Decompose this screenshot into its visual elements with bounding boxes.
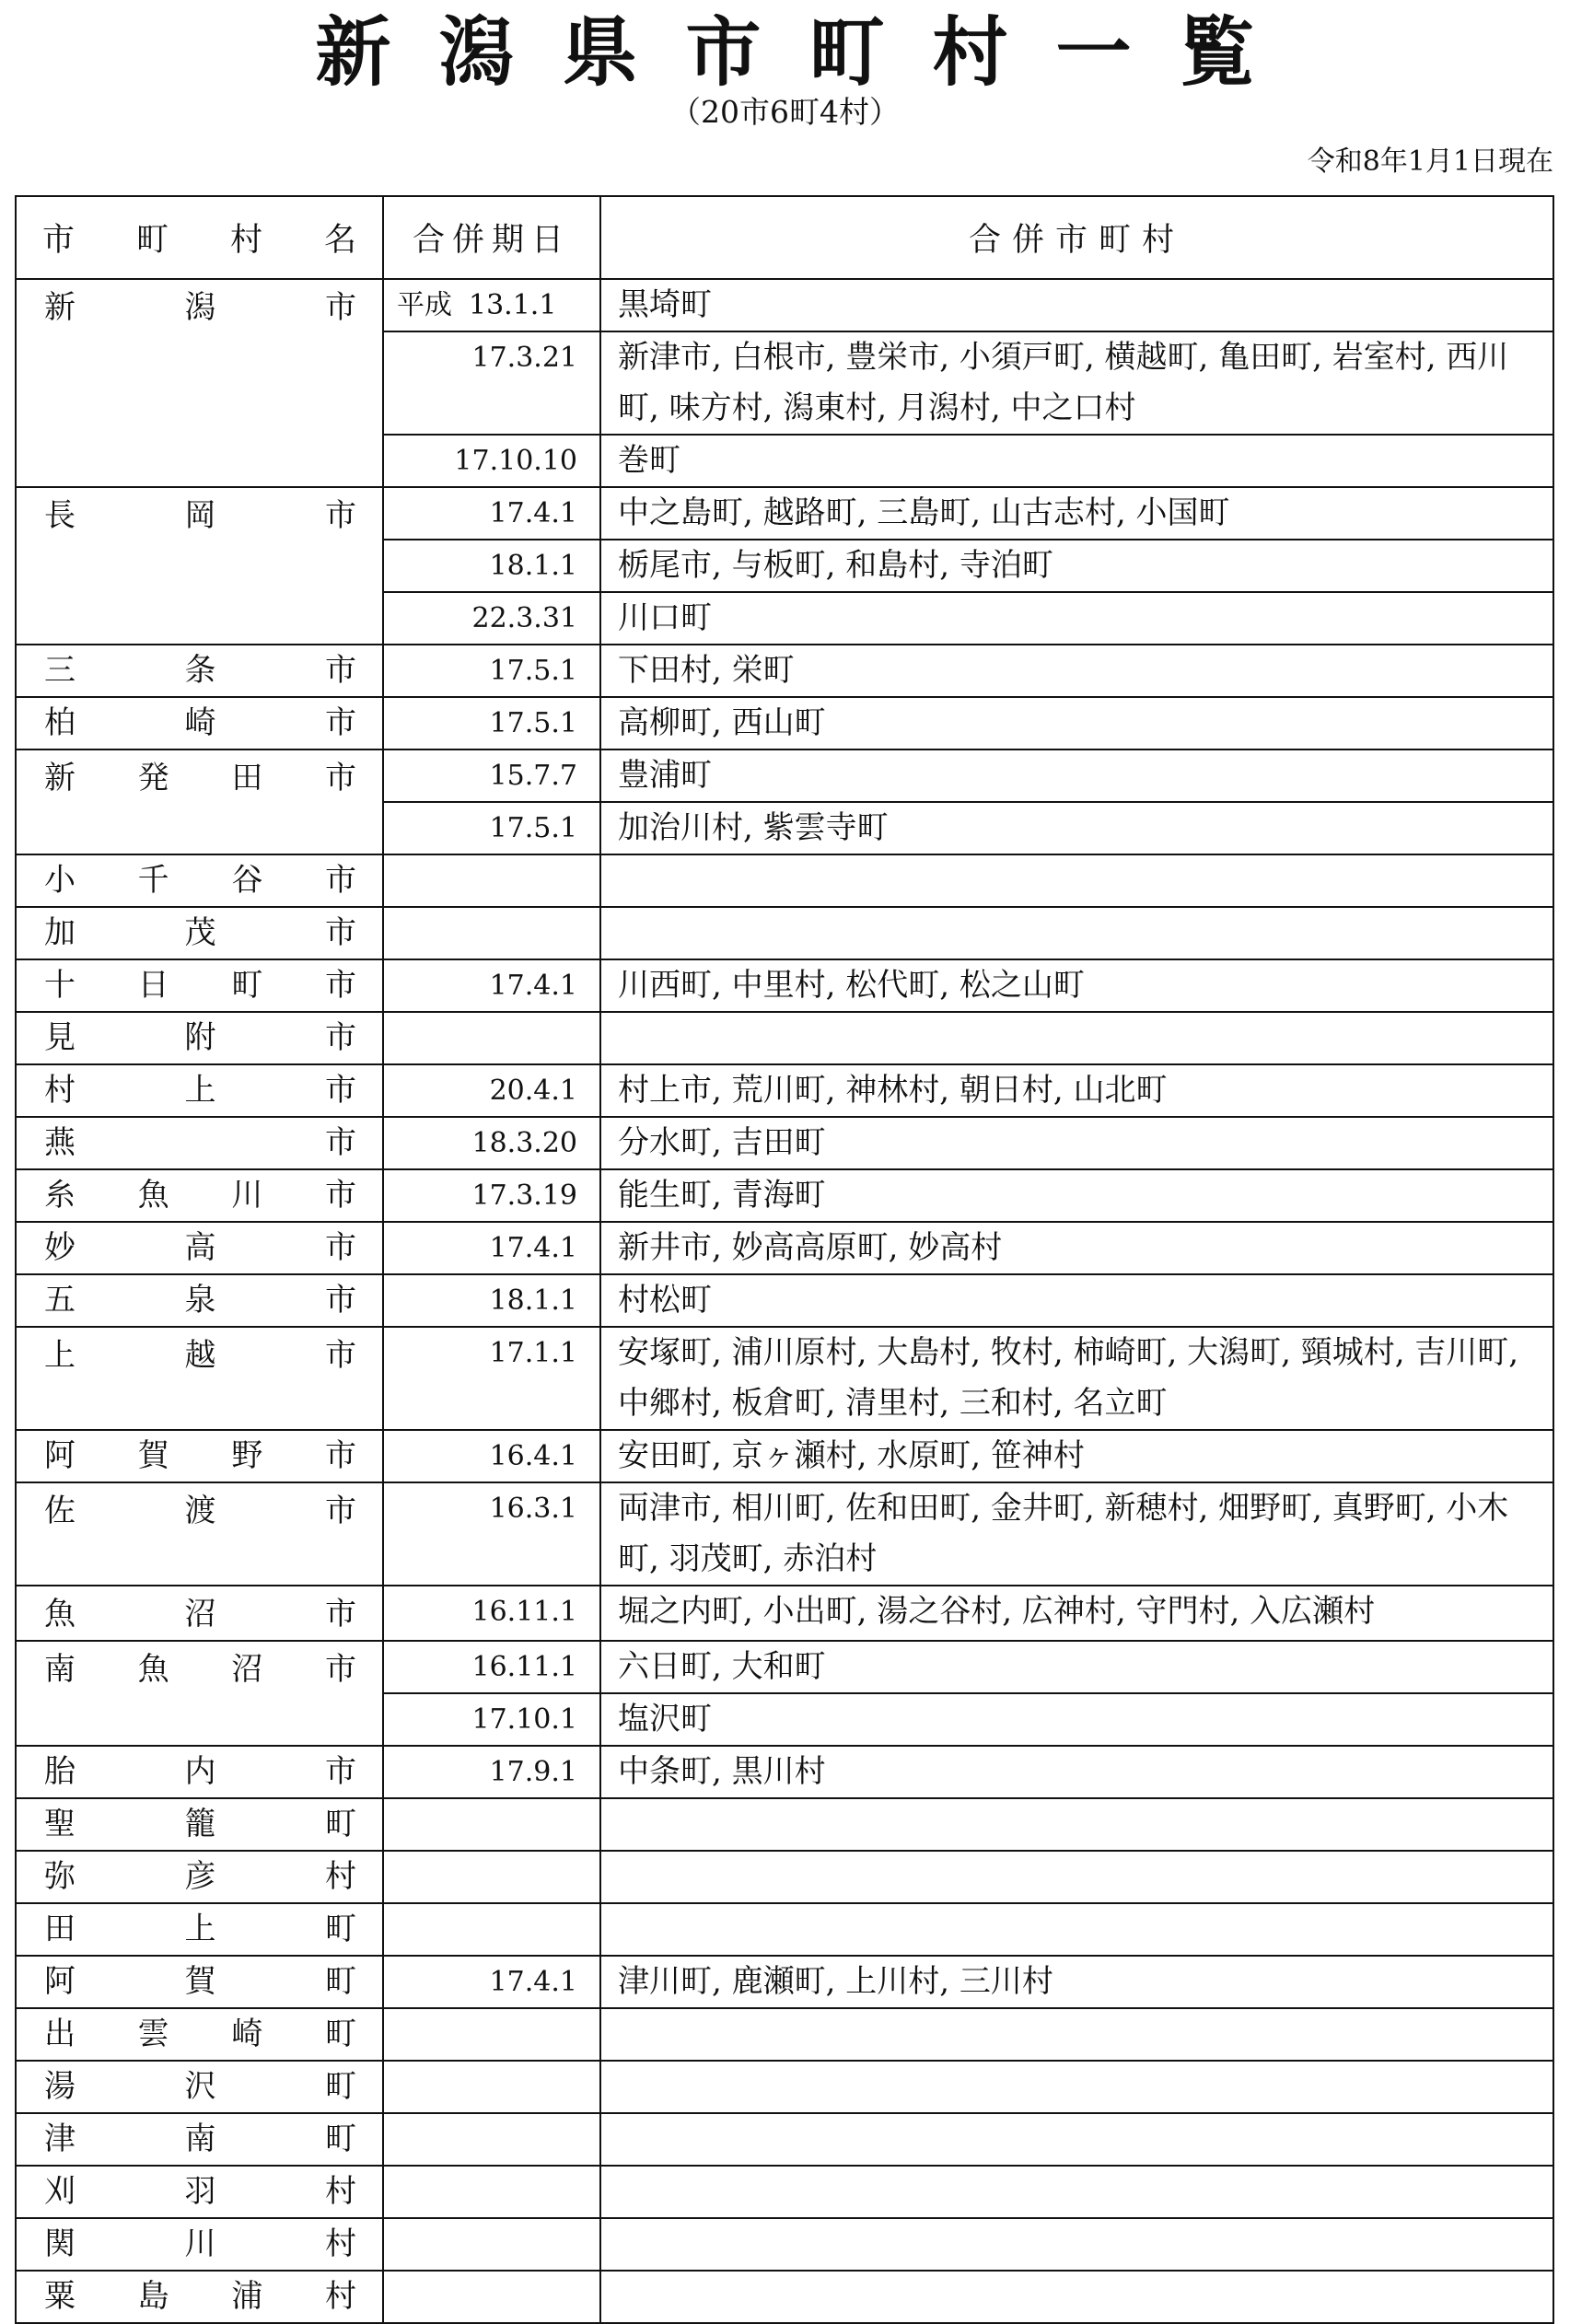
merger-date: 17.4.1 [383, 959, 600, 1012]
table-row [16, 1274, 1553, 1327]
header-merged-municipalities: 合併市町村 [600, 196, 1553, 279]
municipality-name: 佐渡市 [16, 1482, 383, 1586]
table-row [16, 1012, 1553, 1064]
merger-date: 16.3.1 [383, 1482, 600, 1586]
merged-municipalities: 能生町, 青海町 [600, 1169, 1553, 1222]
table-row [16, 1746, 1553, 1798]
merged-municipalities: 六日町, 大和町 [600, 1641, 1553, 1693]
municipality-name: 妙高市 [16, 1222, 383, 1274]
page-subtitle: （20市6町4村） [670, 94, 900, 130]
merged-municipalities: 高柳町, 西山町 [600, 697, 1553, 749]
era-label: 平成 [397, 289, 452, 321]
municipality-name: 刈羽村 [16, 2166, 383, 2218]
merged-municipalities [600, 2166, 1553, 2218]
merger-date: 17.10.10 [383, 435, 600, 487]
merger-date [383, 2061, 600, 2113]
merged-municipalities: 両津市, 相川町, 佐和田町, 金井町, 新穂村, 畑野町, 真野町, 小木町, 羽茂町, 赤泊村 [600, 1482, 1553, 1586]
municipality-name: 阿賀町 [16, 1956, 383, 2008]
municipality-name: 十日町市 [16, 959, 383, 1012]
municipality-name: 粟島浦村 [16, 2271, 383, 2323]
municipality-name: 胎内市 [16, 1746, 383, 1798]
table-row [16, 2113, 1553, 2166]
municipality-name: 三条市 [16, 645, 383, 697]
as-of-date: 令和8年1月1日現在 [1307, 145, 1553, 178]
merger-date: 16.11.1 [383, 1641, 600, 1693]
merged-municipalities: 安田町, 京ヶ瀬村, 水原町, 笹神村 [600, 1430, 1553, 1482]
municipality-name: 加茂市 [16, 907, 383, 959]
table-row [16, 645, 1553, 697]
merged-municipalities [600, 1012, 1553, 1064]
municipality-name: 燕市 [16, 1117, 383, 1169]
merger-date: 17.5.1 [383, 645, 600, 697]
municipality-name: 小千谷市 [16, 854, 383, 907]
table-row [16, 749, 1553, 802]
municipality-name: 湯沢町 [16, 2061, 383, 2113]
merged-municipalities: 栃尾市, 与板町, 和島村, 寺泊町 [600, 540, 1553, 592]
merger-date [383, 2166, 600, 2218]
merged-municipalities [600, 1903, 1553, 1956]
table-row [16, 1327, 1553, 1430]
municipality-name: 村上市 [16, 1064, 383, 1117]
merger-date: 18.1.1 [383, 1274, 600, 1327]
header-merger-date: 合併期日 [383, 196, 600, 279]
merger-date [383, 2271, 600, 2323]
municipality-name: 新発田市 [16, 749, 383, 854]
merged-municipalities: 村松町 [600, 1274, 1553, 1327]
table-row [16, 907, 1553, 959]
merger-date: 17.9.1 [383, 1746, 600, 1798]
table-row [16, 2218, 1553, 2271]
merged-municipalities [600, 2061, 1553, 2113]
table-row [16, 1586, 1553, 1641]
merged-municipalities: 村上市, 荒川町, 神林村, 朝日村, 山北町 [600, 1064, 1553, 1117]
merged-municipalities [600, 2113, 1553, 2166]
table-header-row [16, 196, 1553, 279]
merger-date [383, 279, 600, 331]
municipality-name: 柏崎市 [16, 697, 383, 749]
table-row [16, 1064, 1553, 1117]
merged-municipalities [600, 1851, 1553, 1903]
table-row [16, 279, 1553, 331]
merged-municipalities: 分水町, 吉田町 [600, 1117, 1553, 1169]
merger-date: 18.1.1 [383, 540, 600, 592]
table-row [16, 2061, 1553, 2113]
merger-date: 17.5.1 [383, 697, 600, 749]
merged-municipalities: 川口町 [600, 592, 1553, 645]
municipality-name: 魚沼市 [16, 1586, 383, 1641]
municipality-name: 長岡市 [16, 487, 383, 645]
table-row [16, 1222, 1553, 1274]
table-row [16, 1956, 1553, 2008]
table-row [16, 1430, 1553, 1482]
table-row [16, 1117, 1553, 1169]
merged-municipalities: 塩沢町 [600, 1693, 1553, 1746]
municipality-name: 阿賀野市 [16, 1430, 383, 1482]
merger-date: 17.3.21 [383, 331, 600, 435]
municipality-name: 関川村 [16, 2218, 383, 2271]
merged-municipalities: 黒埼町 [600, 279, 1553, 331]
municipality-table [15, 195, 1554, 2324]
merger-date: 17.4.1 [383, 1956, 600, 2008]
merger-date: 17.4.1 [383, 487, 600, 540]
table-row [16, 1482, 1553, 1586]
merger-date [383, 2218, 600, 2271]
merger-date-value: 13.1.1 [469, 289, 557, 321]
merged-municipalities: 下田村, 栄町 [600, 645, 1553, 697]
table-row [16, 1641, 1553, 1693]
table-row [16, 959, 1553, 1012]
merger-date [383, 1012, 600, 1064]
table-row [16, 697, 1553, 749]
table-row [16, 2271, 1553, 2323]
merged-municipalities [600, 1798, 1553, 1851]
municipality-name: 見附市 [16, 1012, 383, 1064]
merged-municipalities [600, 854, 1553, 907]
merger-date: 17.4.1 [383, 1222, 600, 1274]
merger-date [383, 2008, 600, 2061]
merged-municipalities: 新井市, 妙高高原町, 妙高村 [600, 1222, 1553, 1274]
table-row [16, 1851, 1553, 1903]
table-row [16, 854, 1553, 907]
merger-date: 15.7.7 [383, 749, 600, 802]
merger-date [383, 854, 600, 907]
merger-date: 22.3.31 [383, 592, 600, 645]
merged-municipalities: 豊浦町 [600, 749, 1553, 802]
merger-date: 16.11.1 [383, 1586, 600, 1641]
merged-municipalities [600, 2218, 1553, 2271]
municipality-name: 糸魚川市 [16, 1169, 383, 1222]
merger-date: 17.3.19 [383, 1169, 600, 1222]
merged-municipalities [600, 2008, 1553, 2061]
merged-municipalities: 加治川村, 紫雲寺町 [600, 802, 1553, 854]
merger-date: 17.1.1 [383, 1327, 600, 1430]
merger-date [383, 2113, 600, 2166]
table-row [16, 1903, 1553, 1956]
merger-date: 18.3.20 [383, 1117, 600, 1169]
municipality-name: 聖籠町 [16, 1798, 383, 1851]
merger-date: 20.4.1 [383, 1064, 600, 1117]
table-body [16, 279, 1553, 2323]
municipality-name: 津南町 [16, 2113, 383, 2166]
municipality-name: 弥彦村 [16, 1851, 383, 1903]
merger-date: 17.10.1 [383, 1693, 600, 1746]
merged-municipalities: 中条町, 黒川村 [600, 1746, 1553, 1798]
table-row [16, 1798, 1553, 1851]
merger-date [383, 1903, 600, 1956]
merger-date [383, 1798, 600, 1851]
merged-municipalities: 堀之内町, 小出町, 湯之谷村, 広神村, 守門村, 入広瀬村 [600, 1586, 1553, 1641]
table-row [16, 1169, 1553, 1222]
merged-municipalities [600, 907, 1553, 959]
merged-municipalities [600, 2271, 1553, 2323]
merger-date [383, 1851, 600, 1903]
table-row [16, 487, 1553, 540]
merged-municipalities: 巻町 [600, 435, 1553, 487]
merged-municipalities: 川西町, 中里村, 松代町, 松之山町 [600, 959, 1553, 1012]
table-row [16, 2008, 1553, 2061]
municipality-name: 田上町 [16, 1903, 383, 1956]
merger-date: 16.4.1 [383, 1430, 600, 1482]
page-title: 新潟県市町村一覧 [315, 9, 1303, 97]
header-municipality-name: 市町村名 [16, 196, 383, 279]
municipality-name: 南魚沼市 [16, 1641, 383, 1746]
merged-municipalities: 新津市, 白根市, 豊栄市, 小須戸町, 横越町, 亀田町, 岩室村, 西川町, 味方村, 潟東村, 月潟村, 中之口村 [600, 331, 1553, 435]
merged-municipalities: 安塚町, 浦川原村, 大島村, 牧村, 柿崎町, 大潟町, 頸城村, 吉川町, 中郷村, 板倉町, 清里村, 三和村, 名立町 [600, 1327, 1553, 1430]
municipality-name: 五泉市 [16, 1274, 383, 1327]
merger-date: 17.5.1 [383, 802, 600, 854]
municipality-name: 上越市 [16, 1327, 383, 1430]
municipality-name: 出雲崎町 [16, 2008, 383, 2061]
merged-municipalities: 中之島町, 越路町, 三島町, 山古志村, 小国町 [600, 487, 1553, 540]
table-row [16, 2166, 1553, 2218]
merged-municipalities: 津川町, 鹿瀬町, 上川村, 三川村 [600, 1956, 1553, 2008]
municipality-name: 新潟市 [16, 279, 383, 487]
merger-date [383, 907, 600, 959]
